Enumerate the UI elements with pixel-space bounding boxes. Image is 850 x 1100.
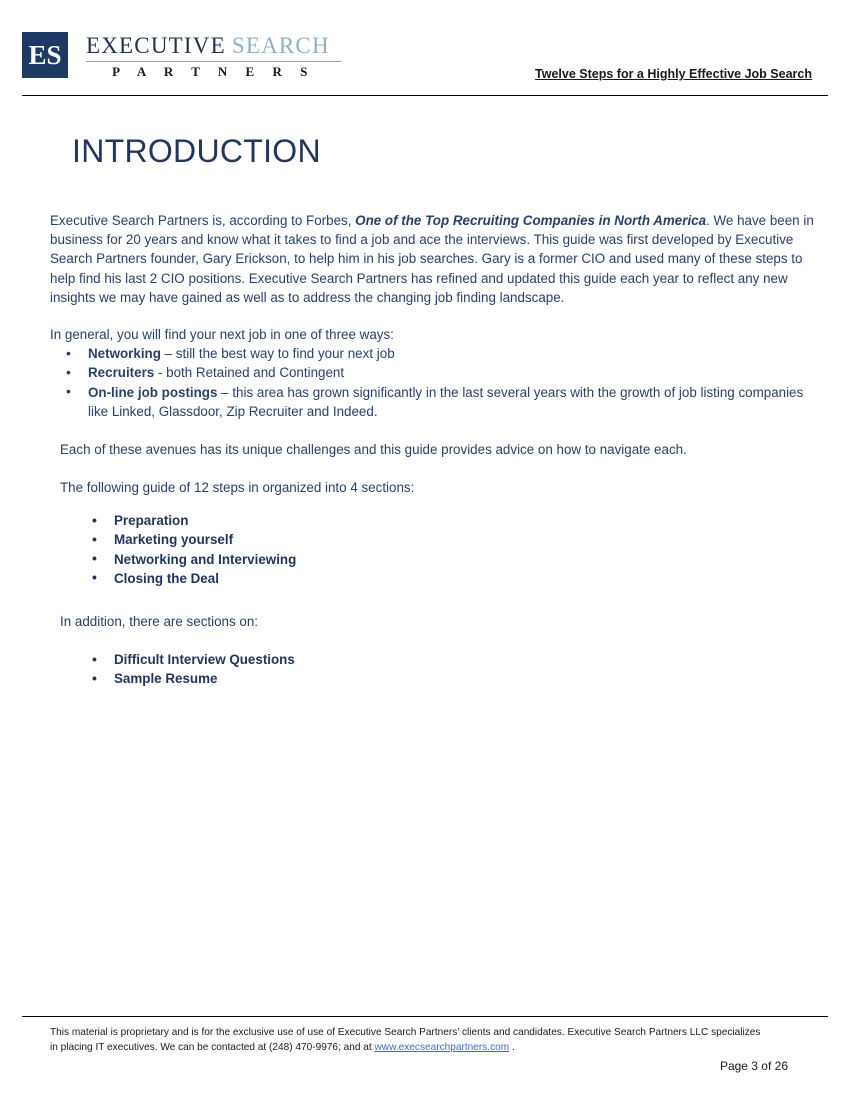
ways-item-rest: – still the best way to find your next job xyxy=(160,346,395,361)
ways-list xyxy=(50,344,825,421)
ways-item-bold: On-line job postings xyxy=(88,384,218,400)
company-logo xyxy=(22,32,341,80)
sections-list xyxy=(78,511,678,588)
list-item: • Marketing yourself xyxy=(78,530,678,549)
additional-sections-list xyxy=(78,650,678,689)
list-item: • Closing the Deal xyxy=(78,569,678,588)
page-number: Page 3 of 26 xyxy=(719,1059,788,1073)
es-logo-mark: ES xyxy=(22,32,68,78)
intro-paragraph xyxy=(50,211,822,307)
intro-text-emphasis: One of the Top Recruiting Companies in North America xyxy=(355,213,707,228)
ways-item-rest: - both Retained and Contingent xyxy=(154,365,345,381)
company-wordmark xyxy=(86,32,341,80)
list-item xyxy=(50,344,825,363)
ways-lead-in: In general, you will find your next job in one of three ways: xyxy=(50,327,394,342)
intro-text-before: Executive Search Partners is, according to Forbes, xyxy=(50,213,356,228)
footer-text-after-link: . xyxy=(509,1041,515,1053)
page-header xyxy=(0,0,850,96)
document-header-title: Twelve Steps for a Highly Effective Job Search xyxy=(535,67,812,81)
wordmark-divider xyxy=(86,61,341,62)
list-item: • Networking and Interviewing xyxy=(78,550,678,569)
list-item: • Difficult Interview Questions xyxy=(78,650,678,669)
ways-item-rest: – this area has grown significantly in the last several years with the growth of job listing companies like Linked, Glassdoor, Zip Recruiter and Indeed. xyxy=(88,384,804,419)
ways-item-bold: Recruiters xyxy=(88,365,155,381)
list-item xyxy=(50,383,825,422)
company-website-link[interactable]: www.execsearchpartners.com xyxy=(374,1041,510,1053)
footer-divider-rule xyxy=(22,1016,828,1017)
avenues-paragraph: Each of these avenues has its unique challenges and this guide provides advice on how to navigate each. xyxy=(60,442,687,457)
list-item: • Sample Resume xyxy=(78,669,678,688)
wordmark-partners: P A R T N E R S xyxy=(112,64,315,80)
footer-disclaimer xyxy=(50,1026,770,1055)
wordmark-search: SEARCH xyxy=(231,33,330,58)
wordmark-executive: EXECUTIVE xyxy=(86,33,226,58)
list-item xyxy=(50,363,825,382)
guide-lead-in: The following guide of 12 steps in organized into 4 sections: xyxy=(60,480,415,495)
list-item: • Preparation xyxy=(78,511,678,530)
page-title: INTRODUCTION xyxy=(72,133,321,169)
footer-text-before-link: This material is proprietary and is for the exclusive use of use of Executive Search Partners’ clients and candidates. Executive Search Partners LLC specializes in placing IT executives. We can be contacted at (248) 470-9976; and at xyxy=(50,1027,761,1053)
addition-lead-in: In addition, there are sections on: xyxy=(60,614,259,629)
header-divider-rule xyxy=(22,95,828,96)
intro-text-after: . We have been in business for 20 years and know what it takes to find a job and ace the interviews. This guide was first developed by Executive Search Partners founder, Gary Erickson, to help him in his job searches. Gary is a former CIO and used many of these steps to help find his last 2 CIO positions. Executive Search Partners has refined and updated this guide each year to reflect any new insights we may have gained as well as to address the changing job finding landscape. xyxy=(50,213,814,305)
ways-item-bold: Networking xyxy=(88,346,161,361)
wordmark-line-one xyxy=(86,34,341,58)
